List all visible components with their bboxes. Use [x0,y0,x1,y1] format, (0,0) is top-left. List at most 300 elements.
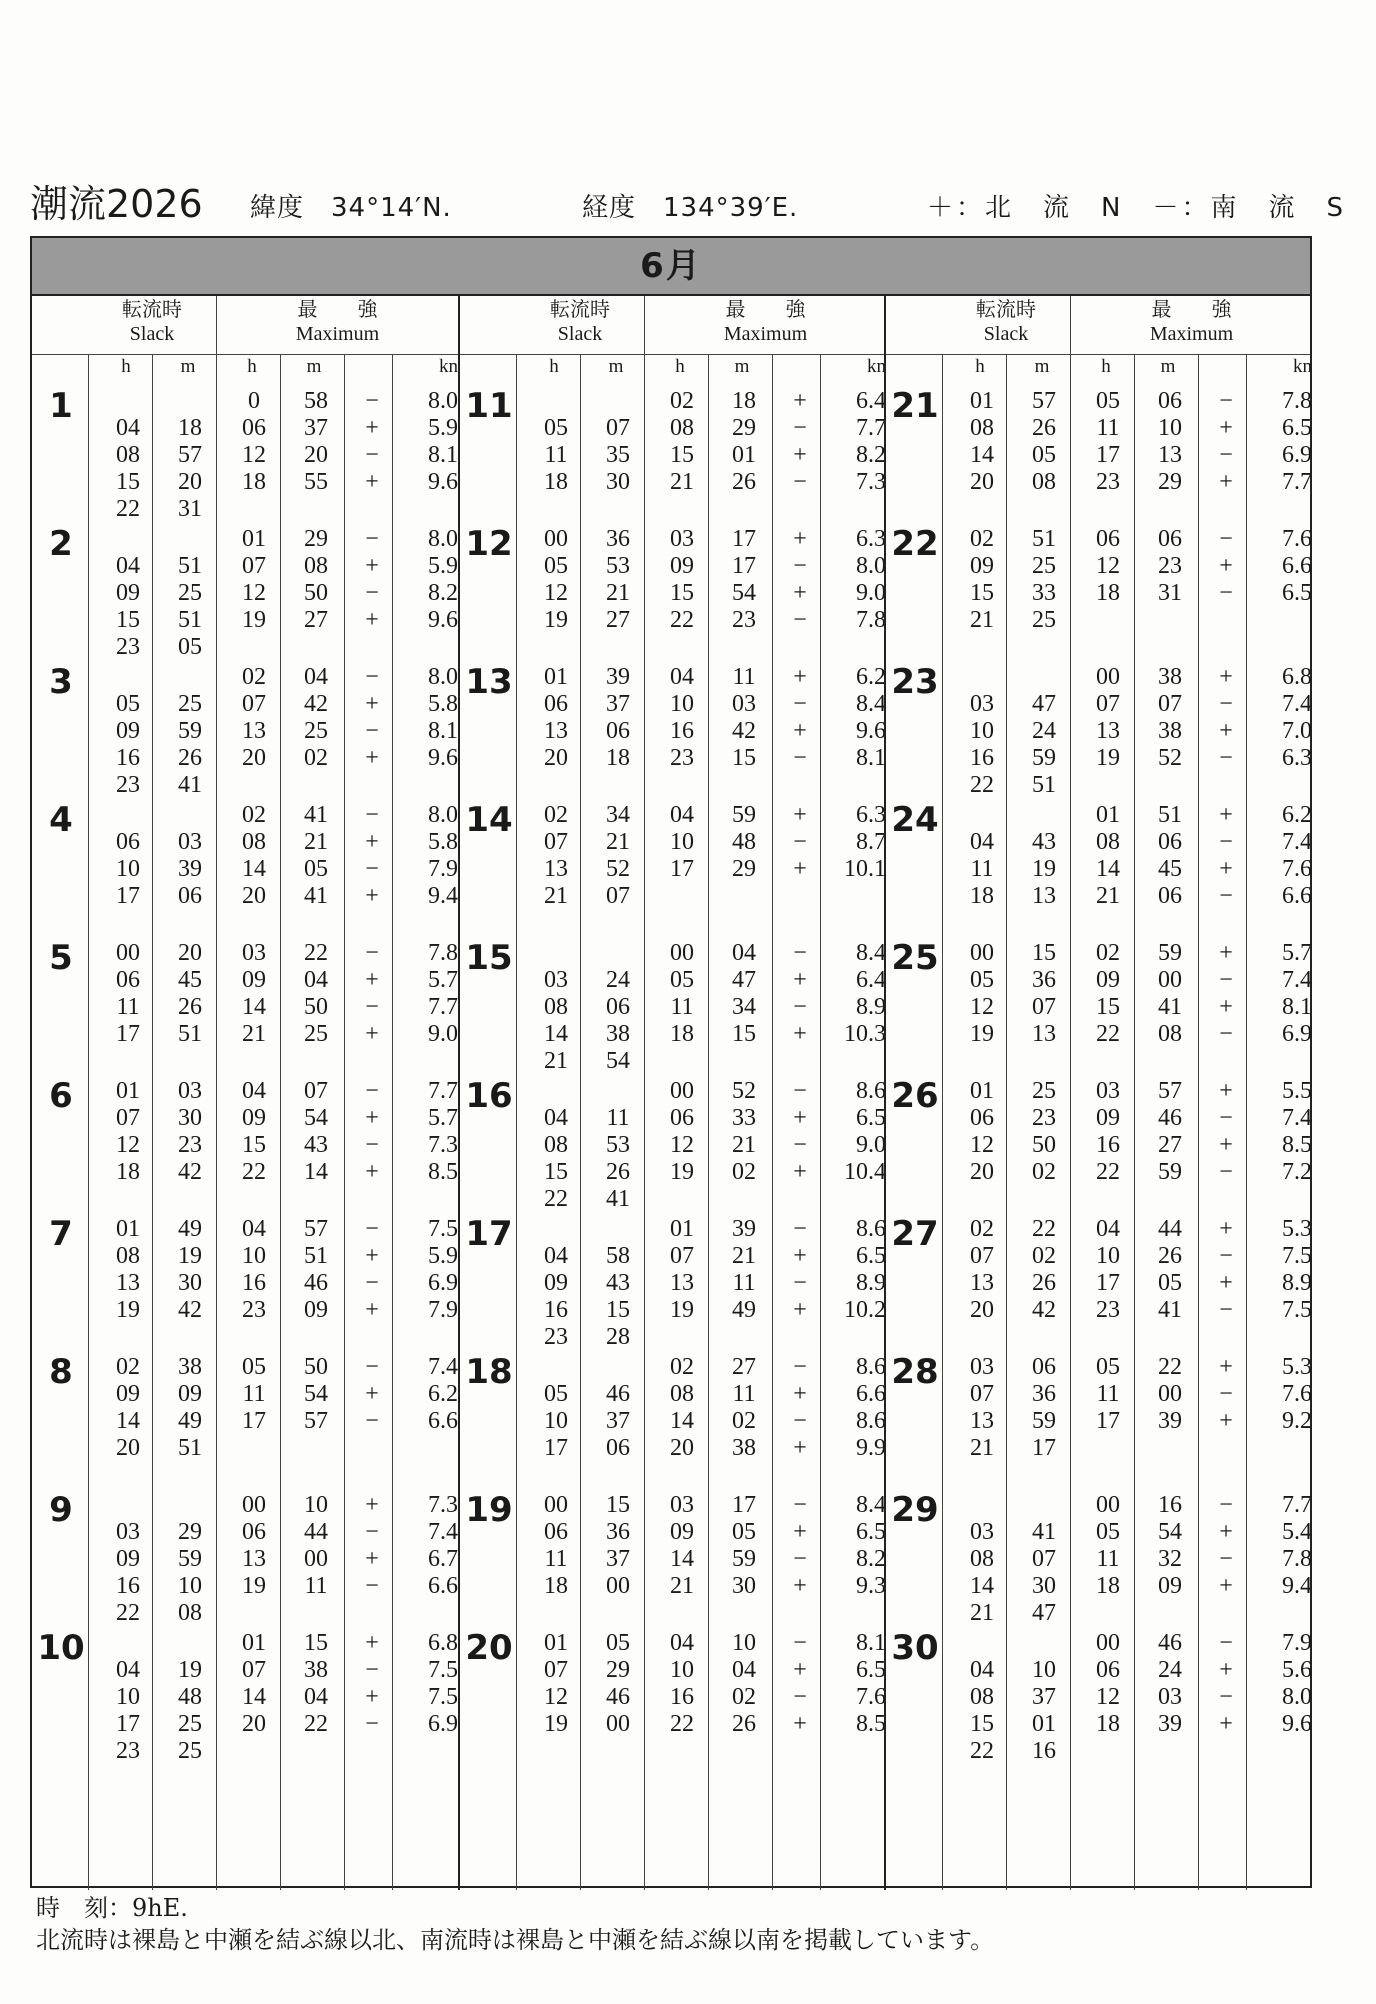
max-hour: 18 [1096,580,1120,606]
direction-sign: + [365,1021,379,1047]
max-minute: 25 [304,1021,328,1047]
slack-minute: 10 [178,1573,202,1599]
direction-sign: − [793,1630,807,1656]
slack-hour: 03 [970,1519,994,1545]
slack-minute: 07 [606,883,630,909]
table-row [32,415,458,442]
speed-knots: 9.6 [428,607,458,633]
max-hour: 04 [670,664,694,690]
max-minute: 24 [1158,1657,1182,1683]
max-minute: 02 [732,1684,756,1710]
table-row [886,442,1310,469]
max-minute: 54 [1158,1519,1182,1545]
speed-knots: 5.3 [1282,1354,1312,1380]
speed-knots: 7.3 [428,1132,458,1158]
slack-header-jp: 転流時 [976,299,1036,321]
max-hour: 13 [242,718,266,744]
table-row [32,1630,458,1657]
max-minute: 02 [304,745,328,771]
table-row [32,1519,458,1546]
speed-knots: 7.7 [428,994,458,1020]
direction-sign: + [365,1297,379,1323]
direction-sign: − [365,388,379,414]
direction-sign: − [365,856,379,882]
direction-sign: + [1219,1573,1233,1599]
speed-knots: 8.0 [428,802,458,828]
speed-knots: 7.9 [428,856,458,882]
slack-minute: 49 [178,1408,202,1434]
max-minute: 46 [304,1270,328,1296]
tidal-current-table [30,236,1312,1888]
table-row [460,1105,884,1132]
speed-knots: 8.6 [856,1408,886,1434]
slack-minute: 34 [606,802,630,828]
slack-minute: 17 [1032,1435,1056,1461]
max-hour: 03 [1096,1078,1120,1104]
max-minute: 57 [1158,1078,1182,1104]
table-row [886,553,1310,580]
day-number: 20 [465,1628,513,1668]
max-hour: 16 [242,1270,266,1296]
day-number: 27 [891,1214,939,1254]
table-row [460,1435,884,1462]
day-list [460,380,884,1760]
max-hour: 16 [670,1684,694,1710]
slack-header-en: Slack [129,323,175,345]
slack-minute: 26 [178,994,202,1020]
slack-minute: 30 [178,1105,202,1131]
direction-sign: + [1219,1711,1233,1737]
max-minute: 14 [304,1159,328,1185]
max-minute: 13 [1158,442,1182,468]
speed-knots: 8.5 [1282,1132,1312,1158]
max-minute: 04 [304,1684,328,1710]
speed-knots: 6.5 [856,1243,886,1269]
max-hour: 17 [670,856,694,882]
max-minute: 17 [732,526,756,552]
table-row [886,664,1310,691]
max-hour: 11 [242,1381,266,1407]
max-hour: 00 [1096,1492,1120,1518]
table-row [32,1243,458,1270]
speed-knots: 8.0 [428,526,458,552]
speed-knots: 7.0 [1282,718,1312,744]
max-hour: 09 [242,1105,266,1131]
direction-sign: − [793,940,807,966]
max-hour: 22 [242,1159,266,1185]
speed-knots: 6.5 [856,1105,886,1131]
max-minute: 10 [732,1630,756,1656]
maximum-header-jp: 最 強 [1151,299,1232,321]
speed-knots: 6.6 [856,1381,886,1407]
direction-sign: + [365,1546,379,1572]
table-row [460,1132,884,1159]
day-number: 10 [37,1628,85,1668]
slack-minute: 57 [1032,388,1056,414]
unit-label-h: h [975,356,985,377]
table-row [886,1105,1310,1132]
table-row [460,994,884,1021]
speed-knots: 6.3 [856,526,886,552]
direction-sign: + [1219,1132,1233,1158]
day-entry [460,932,886,1074]
max-hour: 02 [242,802,266,828]
max-hour: 04 [670,802,694,828]
max-minute: 49 [732,1297,756,1323]
table-row [32,994,458,1021]
max-minute: 42 [732,718,756,744]
max-minute: 11 [732,664,756,690]
unit-label-m: m [1034,356,1050,377]
max-minute: 15 [732,745,756,771]
max-minute: 15 [732,1021,756,1047]
slack-hour: 14 [544,1021,568,1047]
max-hour: 21 [670,1573,694,1599]
max-hour: 09 [670,1519,694,1545]
speed-knots: 10.3 [844,1021,886,1047]
direction-sign: − [365,664,379,690]
direction-sign: + [1219,1270,1233,1296]
slack-minute: 03 [178,829,202,855]
max-minute: 05 [304,856,328,882]
maximum-header [216,298,459,346]
direction-sign: − [793,1684,807,1710]
day-number: 21 [891,386,939,426]
slack-minute: 39 [178,856,202,882]
max-minute: 46 [1158,1630,1182,1656]
slack-minute: 51 [178,1435,202,1461]
direction-sign: + [1219,1657,1233,1683]
max-hour: 12 [242,442,266,468]
direction-sign: − [1219,442,1233,468]
slack-hour: 00 [544,1492,568,1518]
slack-minute: 03 [178,1078,202,1104]
direction-sign: + [365,469,379,495]
max-hour: 11 [1096,1546,1120,1572]
speed-knots: 8.2 [856,1546,886,1572]
direction-sign: + [1219,718,1233,744]
unit-label-m: m [180,356,196,377]
speed-knots: 8.2 [428,580,458,606]
table-row [886,1297,1310,1324]
max-hour: 00 [242,1492,266,1518]
table-row [460,856,884,883]
table-row [886,883,1310,910]
table-row [32,1021,458,1048]
day-number: 3 [49,662,73,702]
max-minute: 32 [1158,1546,1182,1572]
day-entry [32,932,458,1070]
table-row [460,553,884,580]
speed-knots: 9.6 [428,469,458,495]
speed-knots: 6.8 [1282,664,1312,690]
slack-minute: 07 [606,415,630,441]
day-number: 13 [465,662,513,702]
speed-knots: 7.6 [1282,856,1312,882]
direction-sign: − [793,829,807,855]
slack-minute: 47 [1032,1600,1056,1626]
direction-sign: + [365,1243,379,1269]
max-hour: 11 [1096,415,1120,441]
direction-sign: + [793,967,807,993]
speed-knots: 5.7 [428,1105,458,1131]
slack-minute: 46 [606,1684,630,1710]
max-minute: 18 [732,388,756,414]
table-row [32,1078,458,1105]
direction-sign: − [1219,1021,1233,1047]
slack-hour: 19 [544,1711,568,1737]
speed-knots: 8.4 [856,1492,886,1518]
slack-minute: 36 [606,526,630,552]
max-minute: 02 [732,1159,756,1185]
direction-sign: − [365,1216,379,1242]
max-minute: 25 [304,718,328,744]
max-minute: 06 [1158,388,1182,414]
max-minute: 21 [304,829,328,855]
max-hour: 22 [1096,1159,1120,1185]
speed-knots: 5.5 [1282,1078,1312,1104]
table-row [32,1159,458,1186]
slack-hour: 12 [970,994,994,1020]
max-hour: 20 [242,745,266,771]
slack-hour: 16 [116,1573,140,1599]
day-number: 19 [465,1490,513,1530]
max-minute: 50 [304,994,328,1020]
max-minute: 09 [1158,1573,1182,1599]
max-minute: 27 [732,1354,756,1380]
table-row [886,802,1310,829]
max-hour: 07 [1096,691,1120,717]
max-minute: 16 [1158,1492,1182,1518]
slack-hour: 17 [116,1711,140,1737]
slack-minute: 19 [1032,856,1056,882]
max-hour: 17 [242,1408,266,1434]
direction-sign: − [365,1711,379,1737]
table-row [886,1630,1310,1657]
slack-hour: 22 [970,1738,994,1764]
slack-hour: 09 [970,553,994,579]
speed-knots: 7.5 [428,1216,458,1242]
speed-knots: 6.5 [1282,580,1312,606]
slack-hour: 04 [116,1657,140,1683]
day-number: 23 [891,662,939,702]
day-number: 24 [891,800,939,840]
max-minute: 52 [732,1078,756,1104]
direction-sign: − [1219,1684,1233,1710]
max-minute: 08 [304,553,328,579]
speed-knots: 6.6 [428,1408,458,1434]
direction-sign: − [1219,526,1233,552]
max-hour: 09 [242,967,266,993]
max-hour: 06 [1096,526,1120,552]
speed-knots: 10.1 [844,856,886,882]
slack-minute: 52 [606,856,630,882]
direction-sign: + [793,664,807,690]
slack-hour: 21 [544,883,568,909]
speed-knots: 7.7 [1282,1492,1312,1518]
max-minute: 59 [1158,940,1182,966]
slack-minute: 37 [1032,1684,1056,1710]
speed-knots: 6.2 [856,664,886,690]
slack-hour: 23 [116,1738,140,1764]
direction-sign: + [793,718,807,744]
table-row [886,1243,1310,1270]
day-number: 18 [465,1352,513,1392]
slack-minute: 13 [1032,883,1056,909]
direction-sign: − [793,745,807,771]
table-row [886,1519,1310,1546]
max-hour: 19 [670,1159,694,1185]
direction-sign: + [365,607,379,633]
table-row [32,1270,458,1297]
direction-sign: + [1219,553,1233,579]
table-row [32,1711,458,1738]
slack-hour: 03 [116,1519,140,1545]
speed-knots: 7.3 [428,1492,458,1518]
direction-sign: + [793,1021,807,1047]
max-hour: 14 [1096,856,1120,882]
table-row [32,883,458,910]
table-row [886,1159,1310,1186]
slack-hour: 09 [544,1270,568,1296]
direction-sign: + [365,745,379,771]
slack-minute: 29 [178,1519,202,1545]
max-minute: 11 [304,1573,328,1599]
table-row [886,580,1310,607]
day-number: 11 [465,386,513,426]
max-minute: 23 [1158,553,1182,579]
max-hour: 12 [1096,553,1120,579]
direction-sign: − [1219,1381,1233,1407]
table-row [460,1492,884,1519]
max-minute: 22 [304,1711,328,1737]
table-row [460,1243,884,1270]
table-row [460,883,884,910]
table-row [886,469,1310,496]
slack-hour: 20 [970,1159,994,1185]
slack-hour: 12 [116,1132,140,1158]
day-entry [32,380,458,522]
max-hour: 19 [242,1573,266,1599]
slack-hour: 15 [544,1159,568,1185]
slack-minute: 25 [178,1738,202,1764]
day-entry [460,794,884,932]
max-minute: 27 [1158,1132,1182,1158]
max-hour: 22 [670,1711,694,1737]
max-minute: 07 [304,1078,328,1104]
max-minute: 11 [732,1381,756,1407]
slack-minute: 11 [606,1105,630,1131]
direction-sign: − [365,994,379,1020]
direction-sign: + [1219,802,1233,828]
slack-hour: 02 [970,526,994,552]
direction-sign: − [1219,883,1233,909]
speed-knots: 5.7 [1282,940,1312,966]
direction-sign: − [365,1270,379,1296]
speed-knots: 7.7 [1282,469,1312,495]
max-minute: 38 [732,1435,756,1461]
slack-hour: 23 [116,634,140,660]
max-minute: 44 [304,1519,328,1545]
direction-sign: − [365,1519,379,1545]
day-entry [32,1622,458,1764]
slack-minute: 37 [606,1546,630,1572]
slack-hour: 20 [970,1297,994,1323]
slack-hour: 00 [970,940,994,966]
table-row [886,718,1310,745]
unit-label-kn: kn [1293,356,1312,377]
speed-knots: 5.4 [1282,1519,1312,1545]
max-hour: 19 [242,607,266,633]
direction-sign: + [793,1573,807,1599]
table-row [886,1132,1310,1159]
direction-sign: − [365,1354,379,1380]
table-columns [32,296,1310,1890]
slack-hour: 05 [970,967,994,993]
table-row [886,967,1310,994]
slack-hour: 09 [116,580,140,606]
max-minute: 55 [304,469,328,495]
time-zone-note: 時 刻：9hE. [36,1894,188,1922]
table-row [886,1021,1310,1048]
speed-knots: 6.7 [428,1546,458,1572]
slack-minute: 42 [1032,1297,1056,1323]
direction-sign: + [1219,415,1233,441]
slack-minute: 37 [606,1408,630,1434]
speed-knots: 7.6 [856,1684,886,1710]
max-hour: 10 [670,1657,694,1683]
direction-sign: − [793,1546,807,1572]
direction-sign: − [1219,967,1233,993]
slack-hour: 02 [544,802,568,828]
slack-minute: 26 [1032,415,1056,441]
slack-hour: 17 [116,883,140,909]
slack-hour: 06 [544,691,568,717]
direction-sign: + [1219,1216,1233,1242]
max-minute: 39 [1158,1408,1182,1434]
speed-knots: 9.0 [856,1132,886,1158]
speed-knots: 7.4 [1282,691,1312,717]
slack-minute: 20 [178,940,202,966]
max-minute: 57 [304,1216,328,1242]
speed-knots: 8.0 [856,553,886,579]
slack-minute: 39 [606,664,630,690]
max-hour: 02 [670,1354,694,1380]
speed-knots: 7.8 [1282,1546,1312,1572]
slack-hour: 21 [970,607,994,633]
max-hour: 06 [242,1519,266,1545]
max-minute: 22 [1158,1354,1182,1380]
slack-hour: 00 [116,940,140,966]
slack-minute: 51 [178,1021,202,1047]
max-hour: 06 [242,415,266,441]
speed-knots: 9.6 [856,718,886,744]
speed-knots: 5.6 [1282,1657,1312,1683]
slack-minute: 57 [178,442,202,468]
max-minute: 54 [304,1105,328,1131]
max-minute: 17 [732,1492,756,1518]
slack-header-jp: 転流時 [550,299,610,321]
max-hour: 00 [1096,1630,1120,1656]
slack-hour: 06 [544,1519,568,1545]
speed-knots: 6.9 [428,1711,458,1737]
month-title: 6月 [32,238,1310,296]
max-minute: 30 [732,1573,756,1599]
speed-knots: 5.9 [428,415,458,441]
direction-sign: + [365,1105,379,1131]
max-hour: 14 [670,1408,694,1434]
table-row [460,469,884,496]
